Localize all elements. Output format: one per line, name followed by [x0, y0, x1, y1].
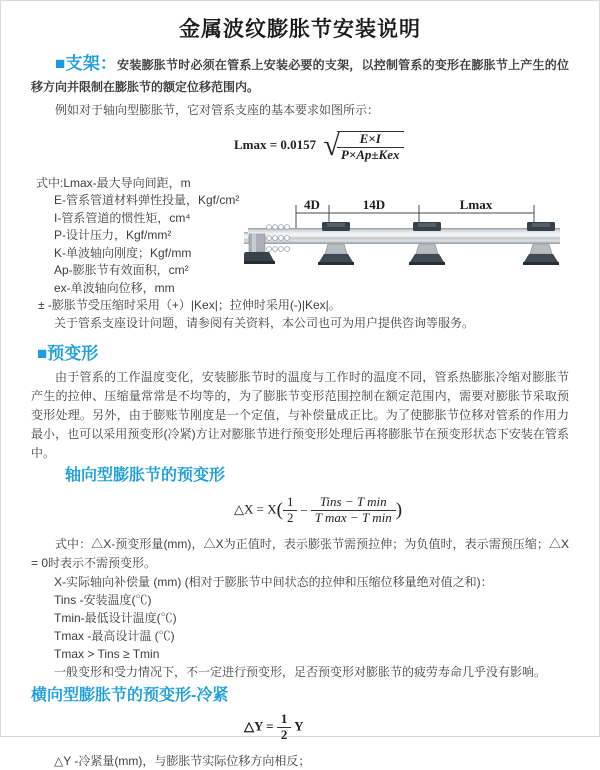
definition-line: E-管系管道材料弹性投量，Kgf/cm²	[54, 193, 240, 208]
one-half-fraction	[283, 495, 298, 526]
formula-lmax-lhs: Lmax = 0.0157	[234, 136, 317, 152]
fraction-numerator: 1	[280, 711, 288, 727]
sqrt-radical-icon: √	[323, 128, 340, 162]
predeform-section-heading: 预变形	[47, 344, 99, 364]
temperature-fraction	[311, 495, 396, 526]
section-square-icon: ■	[37, 344, 48, 364]
plus-minus-note-line: ± -膨胀节受压缩时采用（+）|Kex|；拉伸时采用(-)|Kex|。	[38, 298, 341, 313]
section-square-icon: ■	[55, 54, 66, 73]
definition-line: ex-单波轴向位移，mm	[54, 280, 175, 295]
temperature-line: Tmax -最高设计温 (℃)	[54, 629, 175, 644]
page-content	[1, 1, 599, 770]
x-definition-line: X-实际轴向补偿量 (mm) (相对于膨胀节中间状态的拉伸和压缩位移量绝对值之和)：	[54, 575, 493, 590]
fraction-denominator: T max − T min	[311, 510, 396, 526]
formula-lateral-rhs: Y	[294, 718, 304, 734]
axial-subsection-heading: 轴向型膨胀节的预变形	[65, 467, 226, 485]
predeform-paragraph: 由于管系的工作温度变化，安装膨胀节时的温度与工作时的温度不同，管系热膨胀冷缩对膨胀节产生的拉伸、压缩量常常是不均等的，为了膨胀节变形范围控制在额定范围内，需要对膨胀节采取预变形处理。另外，由于膨账节刚度是一个定值，与补偿量成正比。为了使膨胀节位移对管系的作用力最小，也可以采用预变形(冷紧)方让对膨胀节进行预变形处理后再将膨胀节在预变形状态下安装在管系中。	[31, 370, 569, 461]
definition-line: K-单波轴向刚度；Kgf/mm	[54, 245, 192, 260]
lateral-note-line: △Y -冷紧量(mm)，与膨胀节实际位移方向相反；	[54, 754, 311, 769]
support-intro-text: 安装膨胀节时必须在管系上安装必要的支架，以控制管系的变形在膨胀节上产生的位移方向并限制在膨胀节的额定位移范围内。	[31, 58, 569, 94]
close-paren: )	[395, 499, 403, 521]
support-section-heading: 支架：	[65, 54, 118, 73]
dimension-label-4d: 4D	[304, 197, 320, 212]
predeform-section-row	[37, 343, 569, 366]
support-intro-paragraph	[31, 53, 569, 98]
one-half-fraction	[277, 712, 292, 743]
support-example-line: 例如对于轴向型膨胀节，它对管系支座的基本要求如图所示：	[55, 103, 380, 117]
minus-operator: −	[300, 502, 308, 518]
definition-line: 式中:Lmax-最大导向间距，m	[36, 175, 191, 190]
page-title: 金属波纹膨胀节安装说明	[179, 18, 421, 41]
pipe	[248, 228, 560, 244]
formula-axial-lhs: △X = X	[234, 501, 277, 517]
consulting-note-line: 关于管系支座设计问题，请参阅有关资料，本公司也可为用户提供咨询等服务。	[54, 315, 475, 330]
fraction-numerator: 1	[286, 494, 294, 510]
pipe-support-diagram	[244, 197, 596, 289]
definition-line: I-管系管道的惯性矩，cm⁴	[54, 210, 191, 225]
formula-lateral-lhs: △Y =	[244, 718, 274, 734]
fraction-numerator: Tins − T min	[319, 494, 387, 510]
general-note-line: 一般变形和受力情况下，不一定进行预变形，足否预变形对膨胀节的疲劳寿命几乎没有影响。	[54, 665, 547, 680]
open-paren: (	[276, 499, 283, 521]
fraction-numerator: E×I	[359, 131, 381, 146]
temperature-inequality-line: Tmax > Tins ≥ Tmin	[54, 647, 160, 662]
temperature-line: Tmin-最低设计温度(℃)	[54, 611, 177, 626]
fraction-denominator: 2	[277, 727, 292, 743]
formula-lmax-fraction	[337, 131, 404, 163]
fraction-denominator: 2	[283, 510, 298, 526]
formula-lateral-coldtight	[244, 712, 569, 743]
definition-line: P-设计压力，Kgf/mm²	[54, 228, 172, 243]
axial-note-paragraph: 式中：△X-预变形量(mm)，△X为正值时，表示膨张节需预拉伸；为负值时，表示需预压缩；△X = 0时表示不需预变形。	[31, 537, 569, 571]
dimension-label-lmax: Lmax	[459, 197, 493, 212]
fraction-denominator: P×Ap±Kex	[337, 147, 404, 163]
definition-line: Ap-膨胀节有效面积，cm²	[54, 263, 189, 278]
formula-lmax	[234, 129, 569, 163]
temperature-line: Tins -安装温度(℃)	[54, 593, 152, 608]
dimension-label-14d: 14D	[362, 197, 386, 212]
formula-axial-predeform	[234, 495, 569, 526]
lateral-subsection-heading: 横向型膨胀节的预变形-冷紧	[31, 687, 229, 705]
